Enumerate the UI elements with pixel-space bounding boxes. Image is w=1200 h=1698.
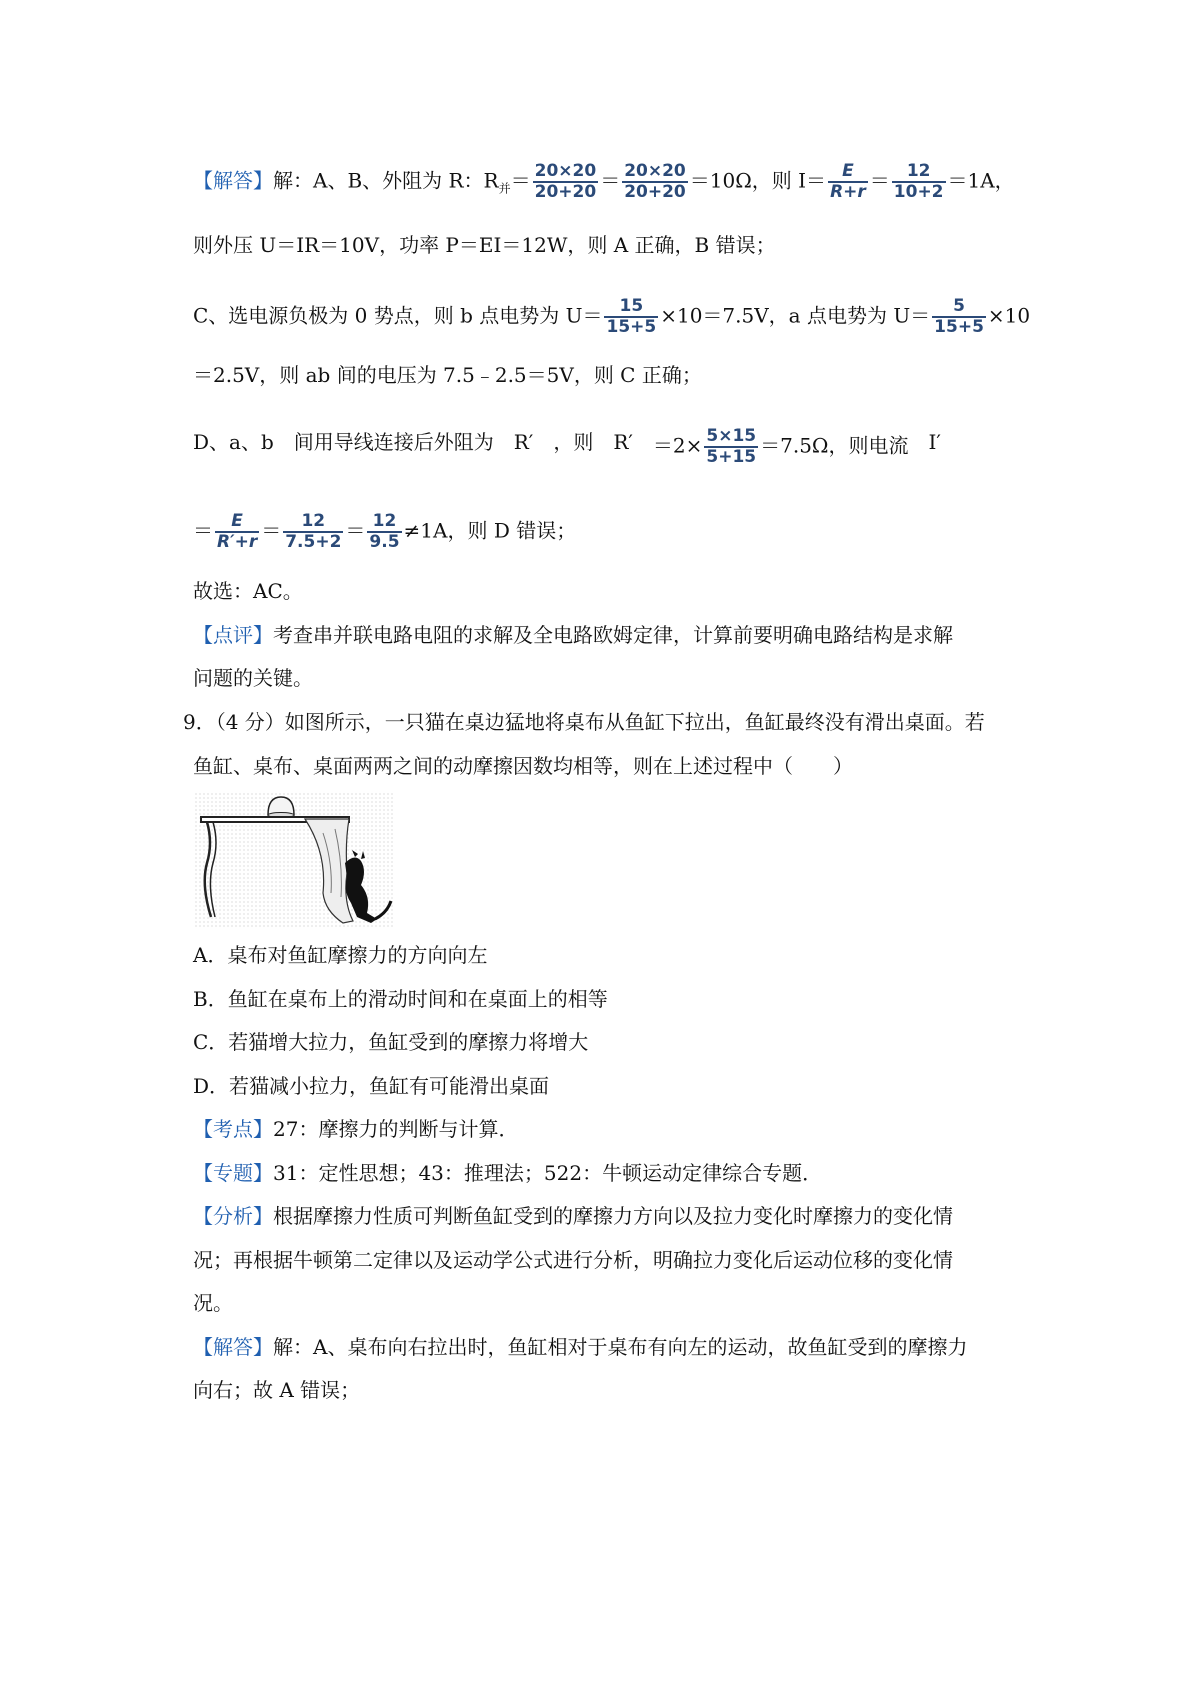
- option-c: C．若猫增大拉力，鱼缸受到的摩擦力将增大: [193, 1030, 589, 1054]
- fraction: [828, 162, 868, 202]
- fraction: [892, 162, 946, 202]
- answer-line-1: [193, 162, 1015, 204]
- numerator: 5×15: [706, 426, 757, 446]
- justified-row: [193, 427, 941, 467]
- fraction: [932, 297, 986, 337]
- subscript: 并: [498, 181, 511, 196]
- numerator: 12: [301, 511, 326, 531]
- text: ≠1A，则 D 错误；: [403, 518, 577, 543]
- numerator: 12: [906, 161, 931, 181]
- fenxi-line-3: 况。: [193, 1291, 233, 1315]
- numerator: 5: [953, 296, 965, 316]
- denominator: 5+15: [706, 447, 757, 467]
- text: D、a、b: [193, 430, 274, 454]
- denominator: 9.5: [369, 532, 400, 552]
- answer-line-5: [193, 427, 941, 467]
- numerator: 20×20: [534, 161, 597, 181]
- fenxi-tag: 【分析】: [193, 1204, 273, 1228]
- text: ＝10Ω，则 I＝: [689, 168, 827, 193]
- fraction: [622, 162, 688, 202]
- denominator: 15+5: [934, 317, 984, 337]
- text: I′: [928, 430, 941, 454]
- formula: [653, 427, 909, 467]
- denominator: 20+20: [624, 182, 686, 202]
- numerator: 20×20: [624, 161, 686, 181]
- text: 31：定性思想；43：推理法；522：牛顿运动定律综合专题．: [273, 1161, 823, 1185]
- answer-line-4: ＝2.5V，则 ab 间的电压为 7.5﹣2.5＝5V，则 C 正确；: [193, 363, 702, 387]
- text: ×10＝7.5V，a 点电势为 U＝: [660, 303, 931, 328]
- text: 解：A、桌布向右拉出时，鱼缸相对于桌布有向左的运动，故鱼缸受到的摩擦力: [273, 1335, 968, 1359]
- text: 考查串并联电路电阻的求解及全电路欧姆定律，计算前要明确电路结构是求解: [273, 623, 953, 647]
- kaodian-line: [193, 1114, 518, 1144]
- text: 根据摩擦力性质可判断鱼缸受到的摩擦力方向以及拉力变化时摩擦力的变化情: [273, 1204, 953, 1228]
- answer-tag: 【解答】: [193, 1335, 273, 1359]
- text: ×10: [987, 303, 1031, 328]
- numerator: E: [842, 161, 854, 181]
- answer-line-6: [193, 512, 576, 552]
- zhuanti-line: [193, 1158, 822, 1188]
- fraction: [283, 512, 343, 552]
- answer-line-2: 则外压 U＝IR＝10V，功率 P＝EI＝12W，则 A 正确，B 错误；: [193, 233, 776, 257]
- choice-line: 故选：AC。: [193, 579, 303, 603]
- text: ＝: [193, 518, 213, 543]
- text: C、选电源负极为 0 势点，则 b 点电势为 U＝: [193, 303, 603, 328]
- text: ＝: [869, 168, 890, 193]
- comment-tag: 【点评】: [193, 623, 273, 647]
- numerator: E: [231, 511, 243, 531]
- text: R′: [513, 430, 534, 454]
- text: ＝: [261, 518, 282, 543]
- numerator: 15: [619, 296, 644, 316]
- denominator: R′+r: [217, 532, 258, 552]
- text: ＝1A，: [947, 168, 1015, 193]
- fraction: [215, 512, 259, 552]
- text: ＝: [345, 518, 366, 543]
- text: 间用导线连接后外阻为: [293, 430, 494, 454]
- text: 27：摩擦力的判断与计算．: [273, 1117, 519, 1141]
- comment-line-2: 问题的关键。: [193, 666, 313, 690]
- text: ＝: [510, 168, 531, 193]
- answer-line-3: [193, 297, 1030, 337]
- numerator: 12: [372, 511, 397, 531]
- answer-tag: 【解答】: [193, 168, 273, 193]
- fraction: [367, 512, 401, 552]
- cat-pulling-tablecloth-illustration: [195, 793, 395, 927]
- text: ＝: [600, 168, 621, 193]
- text: R′: [613, 430, 633, 454]
- kaodian-tag: 【考点】: [193, 1117, 273, 1141]
- denominator: 15+5: [606, 317, 657, 337]
- fraction: [604, 297, 658, 337]
- text: ，则: [553, 430, 594, 454]
- fenxi-line-1: [193, 1201, 953, 1231]
- question-line-1: 9．（4 分）如图所示，一只猫在桌边猛地将桌布从鱼缸下拉出，鱼缸最终没有滑出桌面。若: [183, 710, 985, 734]
- fraction: [704, 427, 758, 467]
- denominator: 7.5+2: [285, 532, 342, 552]
- zhuanti-tag: 【专题】: [193, 1161, 273, 1185]
- option-a: A．桌布对鱼缸摩擦力的方向向左: [193, 943, 488, 967]
- denominator: 20+20: [534, 182, 597, 202]
- answer9-line-1: [193, 1332, 967, 1362]
- text: 解：A、B、外阻为 R：R: [273, 168, 499, 193]
- text: ＝2×: [652, 433, 703, 458]
- denominator: R+r: [830, 182, 866, 202]
- fraction: [533, 162, 599, 202]
- fenxi-line-2: 况；再根据牛顿第二定律以及运动学公式进行分析，明确拉力变化后运动位移的变化情: [193, 1248, 953, 1272]
- option-d: D．若猫减小拉力，鱼缸有可能滑出桌面: [193, 1074, 550, 1098]
- denominator: 10+2: [893, 182, 944, 202]
- answer9-line-2: 向右；故 A 错误；: [193, 1378, 361, 1402]
- cat-table-figure: [195, 793, 395, 927]
- text: ＝7.5Ω，则电流: [760, 433, 909, 458]
- comment-line-1: [193, 620, 953, 650]
- option-b: B．鱼缸在桌布上的滑动时间和在桌面上的相等: [193, 987, 608, 1011]
- question-line-2: 鱼缸、桌布、桌面两两之间的动摩擦因数均相等，则在上述过程中（ ）: [193, 754, 853, 778]
